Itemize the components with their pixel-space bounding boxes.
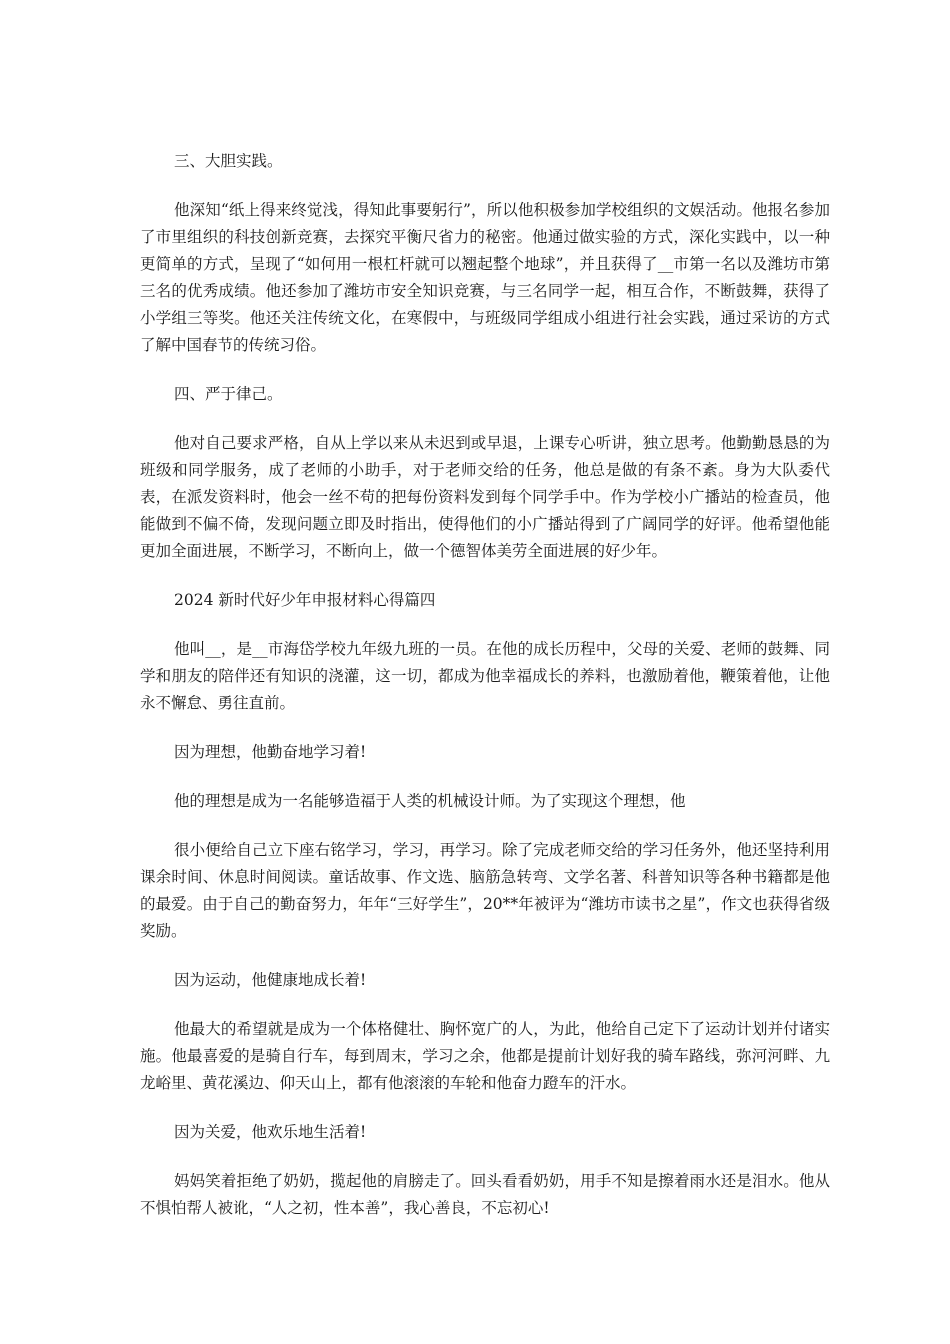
paragraph-study: 很小便给自己立下座右铭学习，学习，再学习。除了完成老师交给的学习任务外，他还坚持利用课余时间、休息时间阅读。童话故事、作文选、脑筋急转弯、文学名著、科普知识等各种书籍都是他的最爱。由于自己的勤奋努力，年年“三好学生”，20**年被评为“潍坊市读书之星”，作文也获得省级奖励。	[140, 841, 830, 940]
article-title: 2024 新时代好少年申报材料心得篇四	[174, 591, 436, 609]
paragraph-discipline: 他对自己要求严格，自从上学以来从未迟到或早退，上课专心听讲，独立思考。他勤勤恳恳的为班级和同学服务，成了老师的小助手，对于老师交给的任务，他总是做的有条不紊。身为大队委代表，在派发资料时，他会一丝不苟的把每份资料发到每个同学手中。作为学校小广播站的检查员，他能做到不偏不倚，发现问题立即及时指出，使得他们的小广播站得到了广阔同学的好评。他希望他能更加全面进展，不断学习，不断向上，做一个德智体美劳全面进展的好少年。	[140, 434, 830, 560]
section-heading-discipline: 四、严于律己。	[174, 385, 283, 403]
paragraph-ideal: 他的理想是成为一名能够造福于人类的机械设计师。为了实现这个理想，他	[174, 792, 686, 810]
paragraph-practice: 他深知“纸上得来终觉浅，得知此事要躬行”，所以他积极参加学校组织的文娱活动。他报名参加了市里组织的科技创新竞赛，去探究平衡尺省力的秘密。他通过做实验的方式，深化实践中，以一种更简单的方式，呈现了“如何用一根杠杆就可以翘起整个地球”，并且获得了__市第一名以及潍坊市第三名的优秀成绩。他还参加了潍坊市安全知识竞赛，与三名同学一起，相互合作，不断鼓舞，获得了小学组三等奖。他还关注传统文化，在寒假中，与班级同学组成小组进行社会实践，通过采访的方式了解中国春节的传统习俗。	[140, 201, 830, 354]
paragraph-sport: 他最大的希望就是成为一个体格健壮、胸怀宽广的人，为此，他给自己定下了运动计划并付诸实施。他最喜爱的是骑自行车，每到周末，学习之余，他都是提前计划好我的骑车路线，弥河河畔、九龙峪里、黄花溪边、仰天山上，都有他滚滚的车轮和他奋力蹬车的汗水。	[140, 1020, 830, 1092]
section-heading-practice: 三、大胆实践。	[174, 152, 283, 170]
section-heading-care: 因为关爱，他欢乐地生活着!	[174, 1123, 367, 1141]
paragraph-intro: 他叫__，是__市海岱学校九年级九班的一员。在他的成长历程中，父母的关爱、老师的鼓舞、同学和朋友的陪伴还有知识的浇灌，这一切，都成为他幸福成长的养料，也激励着他，鞭策着他，让他永不懈怠、勇往直前。	[140, 640, 830, 712]
section-heading-sport: 因为运动，他健康地成长着!	[174, 971, 367, 989]
document-body	[140, 148, 830, 1244]
paragraph-care: 妈妈笑着拒绝了奶奶，揽起他的肩膀走了。回头看看奶奶，用手不知是擦着雨水还是泪水。他从不惧怕帮人被讹，“人之初，性本善”，我心善良，不忘初心!	[140, 1172, 830, 1217]
section-heading-ideal: 因为理想，他勤奋地学习着!	[174, 743, 367, 761]
